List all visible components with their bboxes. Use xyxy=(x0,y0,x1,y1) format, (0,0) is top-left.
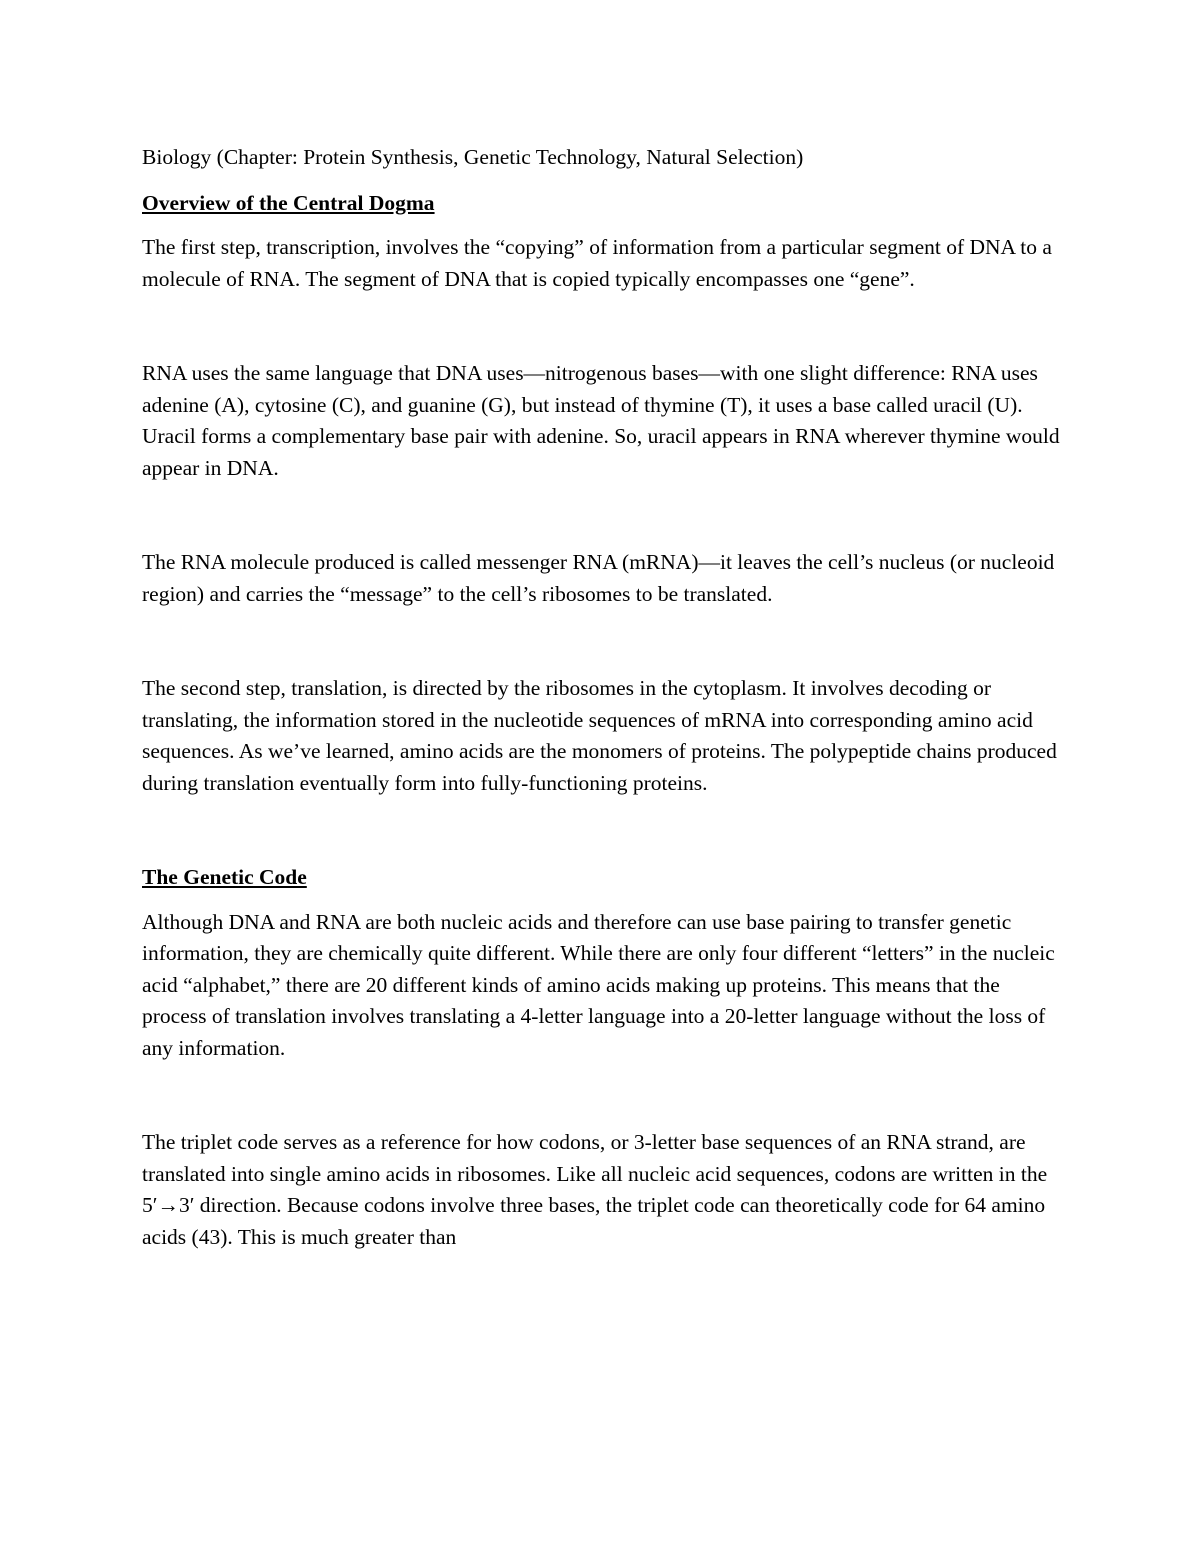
section-heading-central-dogma: Overview of the Central Dogma xyxy=(142,190,435,215)
section-heading-genetic-code: The Genetic Code xyxy=(142,865,307,889)
document-body xyxy=(142,142,1067,1266)
document-title: Biology (Chapter: Protein Synthesis, Genetic Technology, Natural Selection) xyxy=(142,145,804,169)
paragraph-rna-language: RNA uses the same language that DNA uses—nitrogenous bases—with one slight difference: RNA uses adenine (A), cytosine (C), and guanine (G), but instead of thymine (T), it uses a base called uracil (U). Uracil forms a complementary base pair with adenine. So, uracil appears in RNA wherever thymine would appear in DNA. xyxy=(142,361,1060,480)
paragraph-transcription: The first step, transcription, involves the “copying” of information from a particular segment of DNA to a molecule of RNA. The segment of DNA that is copied typically encompasses one “gene”. xyxy=(142,235,1052,291)
paragraph-messenger-rna: The RNA molecule produced is called messenger RNA (mRNA)—it leaves the cell’s nucleus (or nucleoid region) and carries the “message” to the cell’s ribosomes to be translated. xyxy=(142,550,1055,606)
paragraph-nucleic-acid-alphabet: Although DNA and RNA are both nucleic acids and therefore can use base pairing to transfer genetic information, they are chemically quite different. While there are only four different “letters” in the nucleic acid “alphabet,” there are 20 different kinds of amino acids making up proteins. This means that the process of translation involves translating a 4-letter language into a 20-letter language without the loss of any information. xyxy=(142,909,1055,1060)
paragraph-triplet-code: The triplet code serves as a reference for how codons, or 3-letter base sequences of an RNA strand, are translated into single amino acids in ribosomes. Like all nucleic acid sequences, codons are written in the 5′→3′ direction. Because codons involve three bases, the triplet code can theoretically code for 64 amino acids (43). This is much greater than xyxy=(142,1130,1048,1249)
paragraph-translation: The second step, translation, is directed by the ribosomes in the cytoplasm. It involves decoding or translating, the information stored in the nucleotide sequences of mRNA into corresponding amino acid sequences. As we’ve learned, amino acids are the monomers of proteins. The polypeptide chains produced during translation eventually form into fully-functioning proteins. xyxy=(142,676,1057,795)
